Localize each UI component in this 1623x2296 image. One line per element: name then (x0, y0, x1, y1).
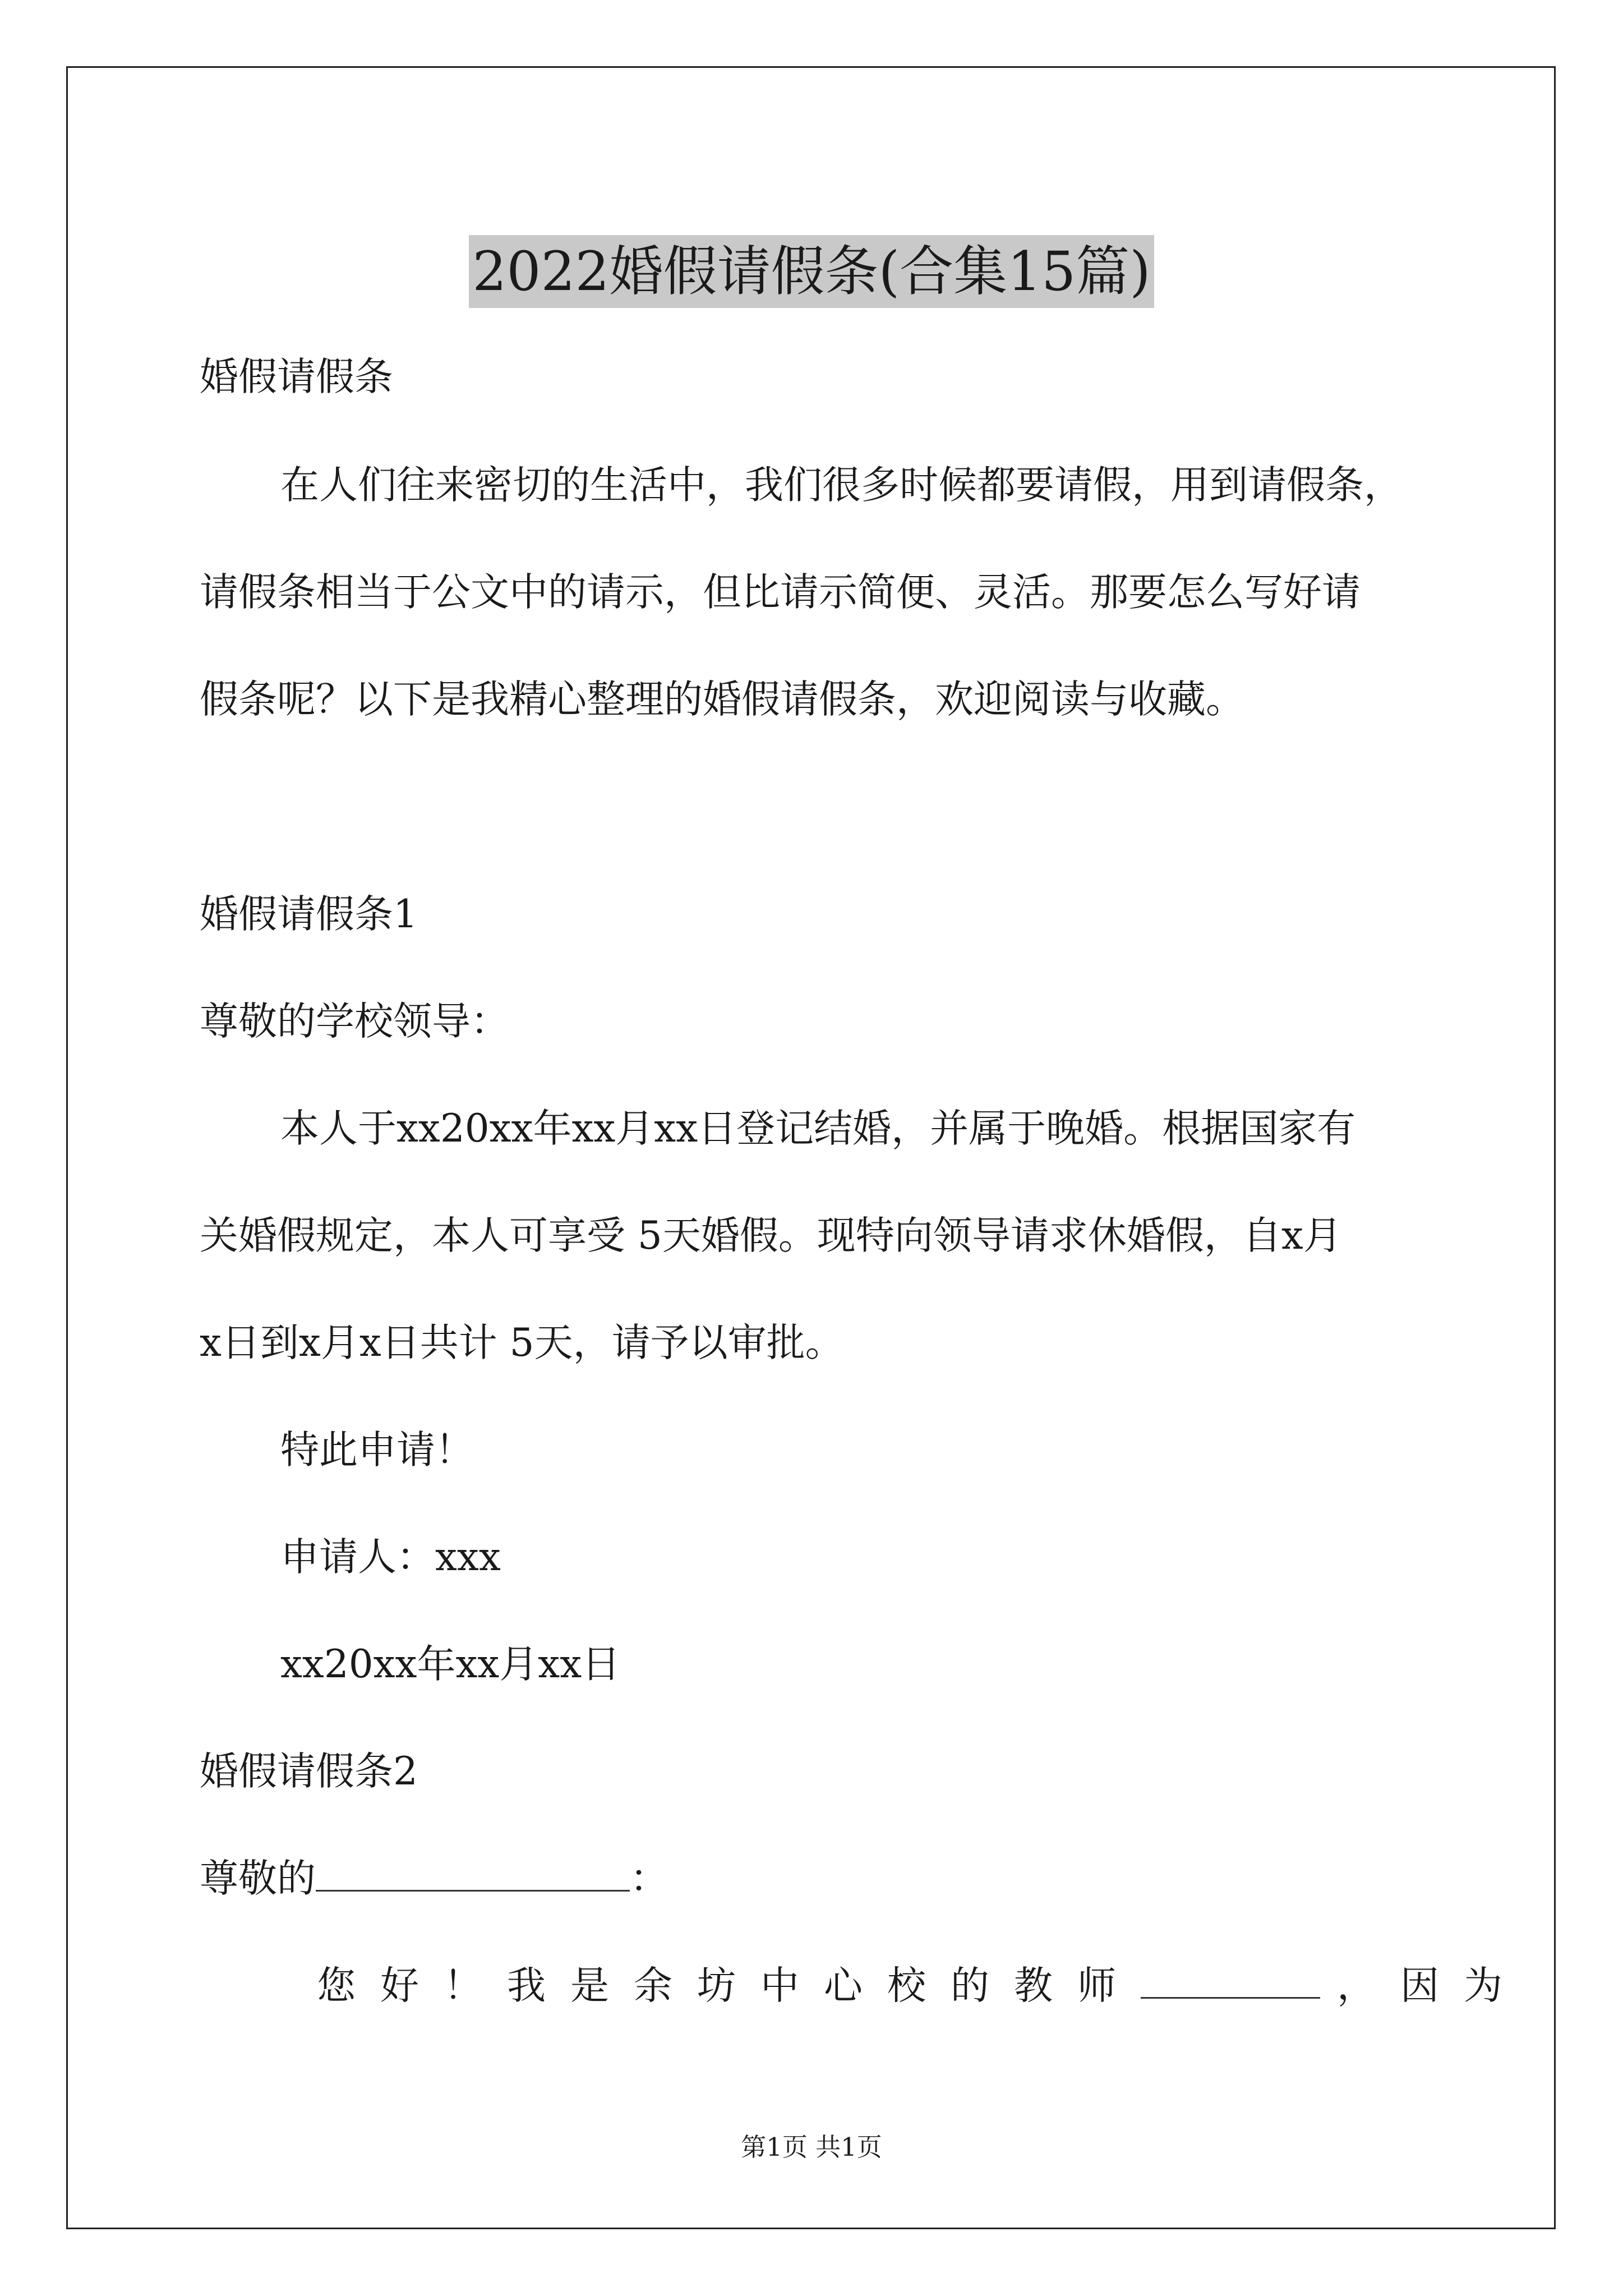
paragraph-line: 关婚假规定，本人可享受 5天婚假。现特向领导请求休婚假，自x月 (200, 1213, 1342, 1258)
section-heading-2: 婚假请假条2 (200, 1749, 418, 1794)
paragraph-line: 假条呢？以下是我精心整理的婚假请假条，欢迎阅读与收藏。 (200, 677, 1244, 722)
blank-teacher-name (1141, 1964, 1320, 1999)
salutation-line: 尊敬的学校领导： (200, 999, 509, 1044)
applicant-line: 申请人：xxx (280, 1535, 501, 1580)
greeting-suffix: ，因为 (1337, 1963, 1527, 2008)
paragraph-line: 本人于xx20xx年xx月xx日登记结婚，并属于晚婚。根据国家有 (280, 1106, 1356, 1151)
paragraph-line: 在人们往来密切的生活中，我们很多时候都要请假，用到请假条， (280, 463, 1403, 508)
date-line: xx20xx年xx月xx日 (280, 1642, 621, 1687)
document-title: 2022婚假请假条(合集15篇) (469, 235, 1154, 308)
greeting-line (317, 1963, 1527, 2008)
page-footer: 第1页 共1页 (741, 2132, 882, 2162)
salutation-prefix: 尊敬的 (200, 1856, 316, 1901)
paragraph-line: 请假条相当于公文中的请示，但比请示简便、灵活。那要怎么写好请 (200, 570, 1361, 615)
title-container (0, 199, 1623, 344)
salutation-suffix: ： (630, 1856, 668, 1901)
paragraph-line: x日到x月x日共计 5天，请予以审批。 (200, 1320, 844, 1365)
greeting-prefix: 您好！我是余坊中心校的教师 (317, 1963, 1141, 2008)
section-heading-1: 婚假请假条1 (200, 892, 418, 937)
section-heading-intro: 婚假请假条 (200, 355, 393, 399)
salutation-line-2 (200, 1856, 668, 1901)
blank-recipient (316, 1857, 630, 1892)
closing-line: 特此申请！ (280, 1428, 474, 1473)
